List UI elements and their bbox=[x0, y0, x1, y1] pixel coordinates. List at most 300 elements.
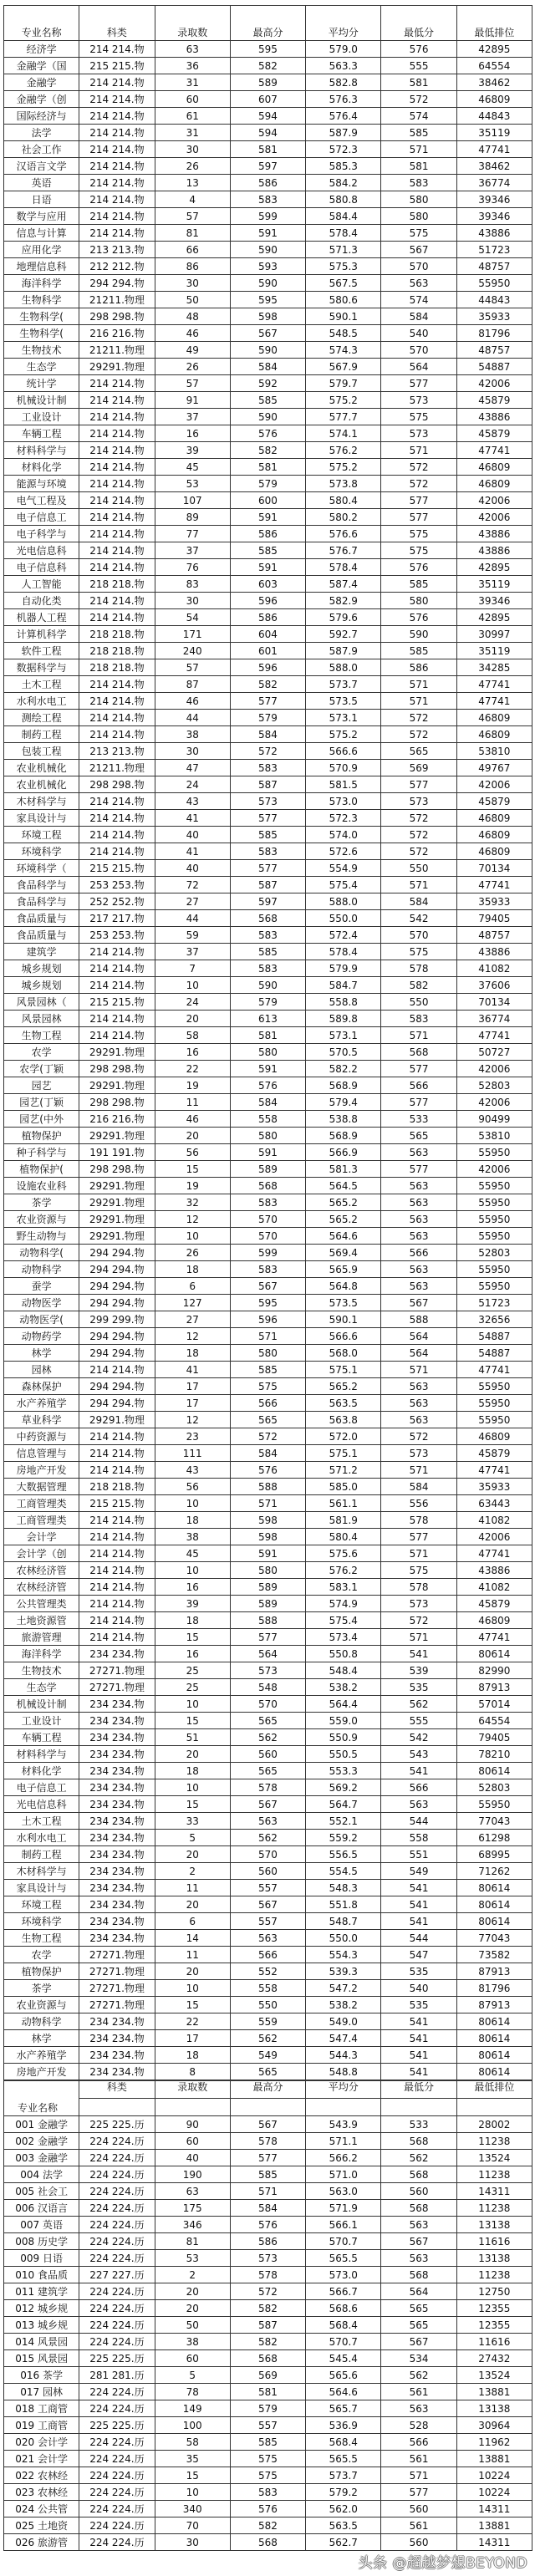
cell-category: 234 234.物 bbox=[79, 1713, 155, 1729]
cell-major: 电子信息科 bbox=[4, 559, 79, 576]
cell-min-rank: 90499 bbox=[456, 1111, 532, 1128]
cell-major: 公共管理类 bbox=[4, 1596, 79, 1612]
cell-max-score: 559 bbox=[230, 2013, 305, 2030]
cell-min-rank: 11962 bbox=[456, 2434, 532, 2451]
cell-major: 海洋科学 bbox=[4, 1646, 79, 1662]
cell-min-rank: 61298 bbox=[456, 1830, 532, 1846]
cell-category: 191 191.物 bbox=[79, 1144, 155, 1161]
table-row bbox=[4, 108, 532, 125]
cell-avg-score: 572.4 bbox=[306, 927, 381, 944]
cell-admitted: 46 bbox=[155, 325, 230, 342]
cell-max-score: 570 bbox=[230, 1211, 305, 1228]
table-row bbox=[4, 1395, 532, 1412]
cell-category: 224 224.历 bbox=[79, 2434, 155, 2451]
cell-max-score: 604 bbox=[230, 626, 305, 643]
cell-major: 材料化学 bbox=[4, 459, 79, 476]
cell-category: 224 224.历 bbox=[79, 2283, 155, 2300]
cell-category: 252 252.物 bbox=[79, 893, 155, 910]
cell-major: 电子科学与 bbox=[4, 526, 79, 542]
cell-major: 环境工程 bbox=[4, 827, 79, 843]
cell-min-rank: 45879 bbox=[456, 425, 532, 442]
cell-min-score: 564 bbox=[381, 359, 456, 375]
table-row bbox=[4, 375, 532, 392]
cell-max-score: 585 bbox=[230, 1362, 305, 1378]
cell-major: 海洋科学 bbox=[4, 275, 79, 292]
cell-max-score: 580 bbox=[230, 1128, 305, 1144]
cell-avg-score: 544.3 bbox=[306, 2047, 381, 2064]
cell-admitted: 58 bbox=[155, 2434, 230, 2451]
cell-avg-score: 565.9 bbox=[306, 1261, 381, 1278]
cell-major: 024 公共管 bbox=[4, 2501, 79, 2517]
cell-min-rank: 46809 bbox=[456, 827, 532, 843]
cell-admitted: 77 bbox=[155, 526, 230, 542]
cell-category: 214 214.物 bbox=[79, 526, 155, 542]
cell-min-score: 577 bbox=[381, 1161, 456, 1178]
cell-admitted: 25 bbox=[155, 1662, 230, 1679]
cell-min-rank: 46809 bbox=[456, 726, 532, 743]
table-row bbox=[4, 141, 532, 158]
table-row bbox=[4, 827, 532, 843]
cell-admitted: 81 bbox=[155, 225, 230, 242]
table-row bbox=[4, 342, 532, 359]
cell-max-score: 580 bbox=[230, 1345, 305, 1362]
cell-avg-score: 572.3 bbox=[306, 141, 381, 158]
cell-major: 农学(丁颖 bbox=[4, 1061, 79, 1077]
cell-major: 园艺 bbox=[4, 1077, 79, 1094]
table-row bbox=[4, 1245, 532, 1261]
cell-category: 224 224.历 bbox=[79, 2484, 155, 2501]
cell-min-rank: 48757 bbox=[456, 927, 532, 944]
cell-admitted: 41 bbox=[155, 1362, 230, 1378]
cell-min-rank: 12750 bbox=[456, 2283, 532, 2300]
table-row bbox=[4, 74, 532, 91]
cell-max-score: 595 bbox=[230, 1295, 305, 1311]
cell-min-score: 577 bbox=[381, 1529, 456, 1545]
cell-major: 园艺(中外 bbox=[4, 1111, 79, 1128]
cell-major: 生物工程 bbox=[4, 1930, 79, 1947]
table-row bbox=[4, 1328, 532, 1345]
cell-min-score: 565 bbox=[381, 2317, 456, 2334]
cell-category: 224 224.历 bbox=[79, 2200, 155, 2217]
cell-min-rank: 87913 bbox=[456, 1679, 532, 1696]
cell-category: 214 214.物 bbox=[79, 108, 155, 125]
cell-major: 012 城乡规 bbox=[4, 2300, 79, 2317]
cell-avg-score: 587.9 bbox=[306, 643, 381, 659]
cell-avg-score: 577.7 bbox=[306, 409, 381, 425]
cell-avg-score: 548.7 bbox=[306, 1913, 381, 1930]
cell-category: 214 214.物 bbox=[79, 676, 155, 693]
table-row bbox=[4, 1044, 532, 1061]
cell-min-rank: 55950 bbox=[456, 1412, 532, 1428]
cell-category: 234 234.物 bbox=[79, 1729, 155, 1746]
cell-max-score: 576 bbox=[230, 425, 305, 442]
cell-min-score: 564 bbox=[381, 2283, 456, 2300]
cell-major: 食品科学与 bbox=[4, 893, 79, 910]
cell-major: 统计学 bbox=[4, 375, 79, 392]
cell-avg-score: 576.3 bbox=[306, 91, 381, 108]
cell-max-score: 581 bbox=[230, 2384, 305, 2400]
table-row bbox=[4, 1362, 532, 1378]
cell-min-score: 528 bbox=[381, 2417, 456, 2434]
cell-avg-score: 538.2 bbox=[306, 1997, 381, 2013]
cell-min-score: 563 bbox=[381, 1378, 456, 1395]
cell-avg-score: 563.3 bbox=[306, 58, 381, 74]
cell-avg-score: 571.9 bbox=[306, 2200, 381, 2217]
cell-max-score: 600 bbox=[230, 492, 305, 509]
cell-min-rank: 63443 bbox=[456, 1495, 532, 1512]
table-row bbox=[4, 1662, 532, 1679]
cell-admitted: 36 bbox=[155, 58, 230, 74]
table-row bbox=[4, 559, 532, 576]
cell-max-score: 563 bbox=[230, 1930, 305, 1947]
cell-min-rank: 10224 bbox=[456, 2467, 532, 2484]
cell-min-rank: 42006 bbox=[456, 492, 532, 509]
table-row bbox=[4, 1863, 532, 1880]
cell-max-score: 569 bbox=[230, 2367, 305, 2384]
cell-avg-score: 554.5 bbox=[306, 1863, 381, 1880]
cell-admitted: 10 bbox=[155, 1696, 230, 1713]
cell-major: 电气工程及 bbox=[4, 492, 79, 509]
table-row bbox=[4, 1545, 532, 1562]
table-row bbox=[4, 1412, 532, 1428]
header-admitted: 录取数 bbox=[155, 2081, 230, 2099]
cell-min-rank: 47741 bbox=[456, 1027, 532, 1044]
cell-max-score: 564 bbox=[230, 1646, 305, 1662]
cell-admitted: 15 bbox=[155, 1161, 230, 1178]
cell-max-score: 558 bbox=[230, 1111, 305, 1128]
cell-max-score: 593 bbox=[230, 258, 305, 275]
cell-min-rank: 47741 bbox=[456, 442, 532, 459]
table-row bbox=[4, 1746, 532, 1763]
cell-max-score: 584 bbox=[230, 1094, 305, 1111]
cell-category: 234 234.物 bbox=[79, 1646, 155, 1662]
cell-avg-score: 568.4 bbox=[306, 2434, 381, 2451]
cell-major: 大数据管理 bbox=[4, 1479, 79, 1495]
cell-major: 动物科学 bbox=[4, 1261, 79, 1278]
cell-min-score: 566 bbox=[381, 1077, 456, 1094]
cell-avg-score: 583.1 bbox=[306, 1579, 381, 1596]
cell-min-score: 563 bbox=[381, 2250, 456, 2267]
cell-min-rank: 57014 bbox=[456, 1696, 532, 1713]
cell-min-rank: 32656 bbox=[456, 1311, 532, 1328]
cell-min-score: 577 bbox=[381, 776, 456, 793]
table-row bbox=[4, 1011, 532, 1027]
cell-min-rank: 55950 bbox=[456, 1395, 532, 1412]
cell-avg-score: 548.3 bbox=[306, 1880, 381, 1896]
table-row bbox=[4, 476, 532, 492]
cell-admitted: 111 bbox=[155, 1445, 230, 1462]
cell-avg-score: 573.1 bbox=[306, 710, 381, 726]
table-body bbox=[4, 41, 532, 2080]
cell-min-rank: 47741 bbox=[456, 141, 532, 158]
cell-category: 234 234.物 bbox=[79, 1913, 155, 1930]
cell-min-score: 575 bbox=[381, 1562, 456, 1579]
table-row bbox=[4, 793, 532, 810]
cell-admitted: 11 bbox=[155, 1094, 230, 1111]
cell-avg-score: 565.2 bbox=[306, 1378, 381, 1395]
cell-avg-score: 563.0 bbox=[306, 2183, 381, 2200]
cell-min-score: 565 bbox=[381, 743, 456, 760]
cell-avg-score: 567.5 bbox=[306, 275, 381, 292]
cell-avg-score: 539.3 bbox=[306, 1963, 381, 1980]
cell-max-score: 568 bbox=[230, 2350, 305, 2367]
cell-category: 214 214.物 bbox=[79, 977, 155, 994]
cell-max-score: 595 bbox=[230, 41, 305, 58]
cell-category: 224 224.历 bbox=[79, 2217, 155, 2233]
cell-category: 298 298.物 bbox=[79, 1061, 155, 1077]
cell-major: 经济学 bbox=[4, 41, 79, 58]
cell-max-score: 566 bbox=[230, 1395, 305, 1412]
cell-avg-score: 571.3 bbox=[306, 242, 381, 258]
cell-avg-score: 580.2 bbox=[306, 509, 381, 526]
cell-major: 金融学（创 bbox=[4, 91, 79, 108]
cell-max-score: 589 bbox=[230, 1161, 305, 1178]
admission-table-physics bbox=[3, 5, 532, 2080]
cell-major: 水产养殖学 bbox=[4, 2047, 79, 2064]
cell-major: 土地资源管 bbox=[4, 1612, 79, 1629]
header-blank bbox=[79, 2099, 155, 2116]
cell-category: 214 214.物 bbox=[79, 726, 155, 743]
cell-admitted: 20 bbox=[155, 2300, 230, 2317]
table-row bbox=[4, 1194, 532, 1211]
cell-min-rank: 78210 bbox=[456, 1746, 532, 1763]
table-row bbox=[4, 1479, 532, 1495]
table-row bbox=[4, 2400, 532, 2417]
cell-major: 城乡规划 bbox=[4, 960, 79, 977]
cell-admitted: 10 bbox=[155, 977, 230, 994]
cell-admitted: 22 bbox=[155, 2013, 230, 2030]
cell-min-score: 562 bbox=[381, 2150, 456, 2166]
cell-major: 环境科学（ bbox=[4, 860, 79, 877]
cell-avg-score: 581.5 bbox=[306, 776, 381, 793]
cell-min-score: 575 bbox=[381, 542, 456, 559]
cell-avg-score: 543.9 bbox=[306, 2116, 381, 2133]
cell-avg-score: 554.3 bbox=[306, 1947, 381, 1963]
table-header-row bbox=[4, 2081, 532, 2099]
table-row bbox=[4, 910, 532, 927]
table-row bbox=[4, 459, 532, 476]
table-row bbox=[4, 158, 532, 175]
cell-admitted: 70 bbox=[155, 2517, 230, 2534]
cell-category: 225 225.历 bbox=[79, 2350, 155, 2367]
cell-min-rank: 51723 bbox=[456, 242, 532, 258]
cell-category: 234 234.物 bbox=[79, 2047, 155, 2064]
cell-avg-score: 571.1 bbox=[306, 2133, 381, 2150]
table-row bbox=[4, 893, 532, 910]
cell-major: 017 园林 bbox=[4, 2384, 79, 2400]
cell-category: 234 234.物 bbox=[79, 1813, 155, 1830]
table-row bbox=[4, 91, 532, 108]
cell-min-score: 577 bbox=[381, 375, 456, 392]
cell-admitted: 54 bbox=[155, 609, 230, 626]
cell-min-rank: 46809 bbox=[456, 843, 532, 860]
cell-avg-score: 579.6 bbox=[306, 609, 381, 626]
table-row bbox=[4, 2166, 532, 2183]
cell-avg-score: 570.7 bbox=[306, 2233, 381, 2250]
cell-major: 食品质量与 bbox=[4, 910, 79, 927]
cell-major: 森林保护 bbox=[4, 1378, 79, 1395]
table-row bbox=[4, 492, 532, 509]
cell-min-score: 560 bbox=[381, 2501, 456, 2517]
cell-max-score: 597 bbox=[230, 893, 305, 910]
cell-admitted: 16 bbox=[155, 425, 230, 442]
cell-avg-score: 570.9 bbox=[306, 760, 381, 776]
table-row bbox=[4, 1913, 532, 1930]
cell-admitted: 190 bbox=[155, 2166, 230, 2183]
cell-major: 日语 bbox=[4, 191, 79, 208]
cell-admitted: 37 bbox=[155, 944, 230, 960]
cell-admitted: 25 bbox=[155, 1679, 230, 1696]
cell-max-score: 583 bbox=[230, 760, 305, 776]
cell-major: 生态学 bbox=[4, 1679, 79, 1696]
table-row bbox=[4, 1980, 532, 1997]
table-row bbox=[4, 542, 532, 559]
cell-major: 020 会计学 bbox=[4, 2434, 79, 2451]
cell-min-score: 571 bbox=[381, 442, 456, 459]
table-row bbox=[4, 1579, 532, 1596]
cell-category: 224 224.历 bbox=[79, 2300, 155, 2317]
cell-min-rank: 46809 bbox=[456, 810, 532, 827]
cell-major: 信息与计算 bbox=[4, 225, 79, 242]
cell-category: 294 294.物 bbox=[79, 1395, 155, 1412]
cell-min-score: 583 bbox=[381, 175, 456, 191]
cell-avg-score: 565.6 bbox=[306, 2367, 381, 2384]
cell-max-score: 572 bbox=[230, 2283, 305, 2300]
table-row bbox=[4, 1796, 532, 1813]
cell-admitted: 10 bbox=[155, 1495, 230, 1512]
table-row bbox=[4, 643, 532, 659]
cell-category: 214 214.物 bbox=[79, 1445, 155, 1462]
cell-major: 环境工程 bbox=[4, 1896, 79, 1913]
cell-admitted: 20 bbox=[155, 1011, 230, 1027]
cell-category: 214 214.物 bbox=[79, 492, 155, 509]
cell-min-score: 542 bbox=[381, 1729, 456, 1746]
cell-avg-score: 559.0 bbox=[306, 1713, 381, 1729]
cell-max-score: 562 bbox=[230, 1729, 305, 1746]
header-min-rank: 最低排位 bbox=[456, 6, 532, 41]
cell-category: 214 214.物 bbox=[79, 1596, 155, 1612]
cell-category: 29291.物理 bbox=[79, 1044, 155, 1061]
cell-min-score: 572 bbox=[381, 827, 456, 843]
cell-min-score: 584 bbox=[381, 308, 456, 325]
cell-admitted: 50 bbox=[155, 292, 230, 308]
cell-category: 215 215.物 bbox=[79, 994, 155, 1011]
cell-min-rank: 55950 bbox=[456, 1278, 532, 1295]
cell-admitted: 59 bbox=[155, 927, 230, 944]
header-max-score: 最高分 bbox=[230, 6, 305, 41]
table-row bbox=[4, 1495, 532, 1512]
cell-min-rank: 71262 bbox=[456, 1863, 532, 1880]
cell-admitted: 340 bbox=[155, 2501, 230, 2517]
cell-min-rank: 38462 bbox=[456, 74, 532, 91]
table-row bbox=[4, 1345, 532, 1362]
cell-min-rank: 42006 bbox=[456, 1161, 532, 1178]
cell-min-score: 578 bbox=[381, 1512, 456, 1529]
cell-min-score: 563 bbox=[381, 1228, 456, 1245]
cell-avg-score: 566.9 bbox=[306, 1144, 381, 1161]
cell-min-rank: 43886 bbox=[456, 225, 532, 242]
cell-max-score: 581 bbox=[230, 141, 305, 158]
cell-admitted: 31 bbox=[155, 74, 230, 91]
cell-min-score: 573 bbox=[381, 1596, 456, 1612]
cell-max-score: 573 bbox=[230, 793, 305, 810]
cell-min-score: 533 bbox=[381, 2116, 456, 2133]
cell-admitted: 30 bbox=[155, 743, 230, 760]
cell-min-score: 541 bbox=[381, 1763, 456, 1779]
cell-avg-score: 538.2 bbox=[306, 1679, 381, 1696]
cell-admitted: 16 bbox=[155, 1579, 230, 1596]
cell-min-rank: 80614 bbox=[456, 2064, 532, 2080]
cell-max-score: 586 bbox=[230, 609, 305, 626]
table-row bbox=[4, 275, 532, 292]
cell-min-rank: 13138 bbox=[456, 2217, 532, 2233]
cell-min-rank: 47741 bbox=[456, 693, 532, 710]
cell-max-score: 590 bbox=[230, 275, 305, 292]
cell-min-rank: 35933 bbox=[456, 308, 532, 325]
cell-major: 环境科学 bbox=[4, 843, 79, 860]
cell-category: 294 294.物 bbox=[79, 275, 155, 292]
cell-admitted: 33 bbox=[155, 1813, 230, 1830]
cell-avg-score: 565.5 bbox=[306, 2250, 381, 2267]
cell-major: 农学 bbox=[4, 1044, 79, 1061]
cell-admitted: 20 bbox=[155, 1128, 230, 1144]
cell-min-rank: 42895 bbox=[456, 559, 532, 576]
cell-admitted: 30 bbox=[155, 593, 230, 609]
cell-category: 224 224.历 bbox=[79, 2317, 155, 2334]
cell-category: 234 234.物 bbox=[79, 1796, 155, 1813]
cell-avg-score: 558.8 bbox=[306, 994, 381, 1011]
table-row bbox=[4, 308, 532, 325]
cell-min-score: 567 bbox=[381, 242, 456, 258]
cell-avg-score: 563.5 bbox=[306, 2517, 381, 2534]
table-row bbox=[4, 1830, 532, 1846]
cell-major: 011 建筑学 bbox=[4, 2283, 79, 2300]
cell-min-rank: 42895 bbox=[456, 41, 532, 58]
cell-min-rank: 30964 bbox=[456, 2417, 532, 2434]
cell-max-score: 591 bbox=[230, 225, 305, 242]
cell-major: 自动化类 bbox=[4, 593, 79, 609]
cell-max-score: 589 bbox=[230, 74, 305, 91]
table-row bbox=[4, 1228, 532, 1245]
table-row bbox=[4, 175, 532, 191]
cell-max-score: 565 bbox=[230, 1763, 305, 1779]
table-row bbox=[4, 208, 532, 225]
cell-min-rank: 42006 bbox=[456, 1061, 532, 1077]
cell-avg-score: 572.3 bbox=[306, 810, 381, 827]
cell-category: 234 234.物 bbox=[79, 1930, 155, 1947]
cell-max-score: 550 bbox=[230, 1997, 305, 2013]
table-row bbox=[4, 359, 532, 375]
cell-major: 野生动物与 bbox=[4, 1228, 79, 1245]
cell-avg-score: 548.4 bbox=[306, 1662, 381, 1679]
cell-min-score: 586 bbox=[381, 659, 456, 676]
cell-min-score: 555 bbox=[381, 1713, 456, 1729]
cell-major: 林学 bbox=[4, 2030, 79, 2047]
cell-max-score: 578 bbox=[230, 2267, 305, 2283]
cell-min-score: 583 bbox=[381, 1011, 456, 1027]
cell-max-score: 560 bbox=[230, 1863, 305, 1880]
cell-major: 社会工作 bbox=[4, 141, 79, 158]
cell-avg-score: 567.9 bbox=[306, 359, 381, 375]
header-min-score: 最低分 bbox=[381, 2081, 456, 2099]
cell-max-score: 565 bbox=[230, 2064, 305, 2080]
cell-avg-score: 570.7 bbox=[306, 2334, 381, 2350]
cell-admitted: 20 bbox=[155, 2283, 230, 2300]
cell-max-score: 583 bbox=[230, 1194, 305, 1211]
cell-category: 234 234.物 bbox=[79, 1846, 155, 1863]
cell-avg-score: 590.1 bbox=[306, 1311, 381, 1328]
cell-admitted: 19 bbox=[155, 1178, 230, 1194]
